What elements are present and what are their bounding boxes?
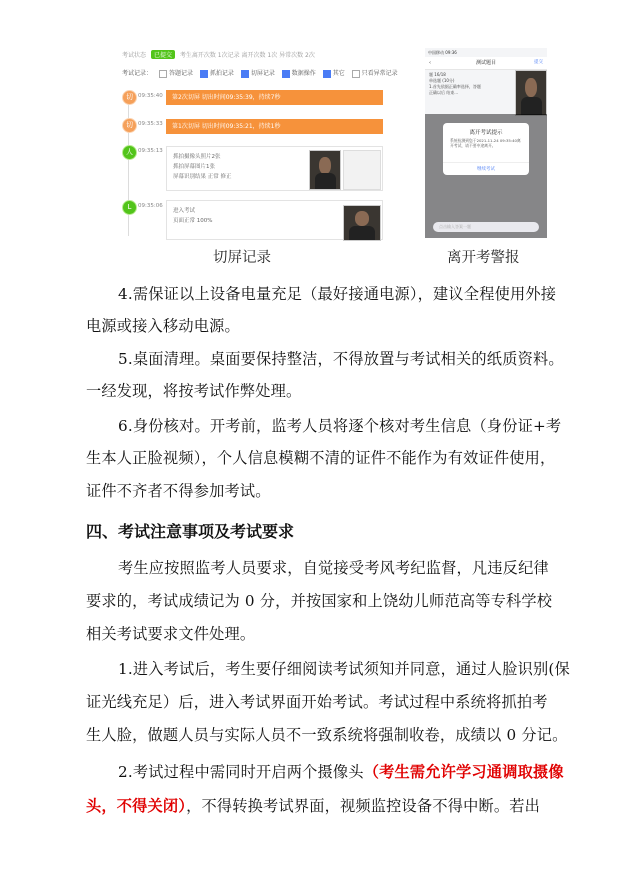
camera-preview (515, 70, 547, 116)
back-icon[interactable]: ‹ (429, 60, 431, 66)
filter-label: 抓拍记录 (209, 70, 234, 77)
checkbox-answer-record[interactable] (159, 70, 167, 78)
switch-event-bar: 第2次切屏 切出时间09:35:39，持续7秒 (166, 90, 383, 105)
capture-icon: 人 (122, 145, 137, 160)
paragraph-line: 1.进入考试后，考生要仔细阅读考试须知并同意，通过人脸识别(保 (118, 660, 570, 678)
record-filters (122, 68, 398, 80)
login-icon: L (122, 200, 137, 215)
rule2-emphasis: 头，不得关闭） (86, 797, 187, 815)
filter-label: 其它 (332, 70, 345, 77)
paragraph-line: 证光线充足）后，进入考试界面开始考试。考试过程中系统将抓拍考 (86, 693, 548, 711)
content-line: 单选题 (10分) (429, 78, 455, 83)
switch-screen-icon: 切 (122, 118, 137, 133)
card-line: 页面正常 100% (173, 218, 213, 224)
dialog-message: 系统检测到您于2021-11-24 09:35:40离开考试，请不要中途离开。 (450, 138, 521, 149)
event-time: 09:35:40 (138, 93, 163, 99)
paragraph-line: 要求的，考试成绩记为 0 分，并按国家和上饶幼儿师范高等专科学校 (86, 592, 553, 610)
enter-exam-card (166, 200, 383, 240)
exam-status-header (122, 50, 382, 62)
paragraph-line (86, 795, 540, 816)
filter-label: 数据操作 (291, 70, 316, 77)
timeline-line (128, 96, 129, 236)
paragraph-line: 生人脸，做题人员与实际人员不一致系统将强制收卷，成绩以 0 分记。 (86, 726, 568, 744)
capture-event-card (166, 146, 383, 191)
rule2-text: 2.考试过程中需同时开启两个摄像头 (118, 763, 364, 781)
event-time: 09:35:33 (138, 121, 163, 127)
camera-snapshot-image[interactable] (309, 150, 341, 190)
switch-screen-record-screenshot (110, 48, 398, 238)
filter-label: 只看异常记录 (361, 70, 398, 77)
header-stats: 考生离开次数 1次记录 离开次数 1次 异常次数 2次 (179, 52, 315, 59)
paragraph-line: 证件不齐者不得参加考试。 (86, 482, 271, 500)
submit-button[interactable]: 提交 (534, 60, 543, 65)
status-bar: 中国移动 09:36 (428, 50, 457, 55)
rule2-text: ，不得转换考试界面，视频监控设备不得中断。若出 (186, 797, 541, 815)
card-line: 抓拍摄像头照片2张 (173, 154, 221, 160)
question-content (429, 72, 517, 96)
filters-label: 考试记录： (122, 70, 153, 77)
leave-exam-dialog (443, 123, 529, 175)
face-verify-image[interactable] (343, 205, 381, 241)
leave-exam-alert-screenshot (425, 48, 547, 238)
status-badge: 已提交 (151, 50, 175, 59)
content-line: 正确以后 结束... (429, 90, 459, 95)
answer-input[interactable]: 点击输入答案一题 (433, 222, 539, 232)
content-line: 题 16/18 (429, 72, 446, 77)
content-line: 1.首先依据正确率选择，答题 (429, 84, 481, 89)
section-heading: 四、考试注意事项及考试要求 (86, 522, 295, 541)
checkbox-only-abnormal[interactable] (352, 70, 360, 78)
filter-label: 答题记录 (168, 70, 193, 77)
switch-screen-icon: 切 (122, 90, 137, 105)
paragraph-line: 4.需保证以上设备电量充足（最好接通电源），建议全程使用外接 (118, 285, 557, 303)
event-time: 09:35:13 (138, 148, 163, 154)
header-text: 考试状态 (122, 52, 147, 59)
checkbox-capture-record[interactable] (200, 70, 208, 78)
card-line: 进入考试 (173, 208, 196, 214)
event-time: 09:35:06 (138, 203, 163, 209)
paragraph-line: 电源或接入移动电源。 (86, 317, 240, 335)
checkbox-other[interactable] (323, 70, 331, 78)
screen-snapshot-image[interactable] (343, 150, 381, 190)
checkbox-switch-record[interactable] (241, 70, 249, 78)
checkbox-data-operation[interactable] (282, 70, 290, 78)
paragraph-line: 生本人正脸视频），个人信息模糊不清的证件不能作为有效证件使用， (86, 449, 556, 467)
rule2-emphasis: （考生需允许学习通调取摄像 (363, 763, 564, 781)
continue-exam-button[interactable]: 继续考试 (443, 162, 529, 172)
paragraph-line: 5.桌面清理。桌面要保持整洁，不得放置与考试相关的纸质资料。 (118, 350, 564, 368)
nav-bar (425, 57, 547, 70)
caption-left: 切屏记录 (213, 250, 271, 266)
dialog-title: 离开考试提示 (469, 130, 503, 136)
paragraph-line (118, 761, 564, 782)
card-line: 屏幕识别结果 正常 修正 (173, 174, 232, 180)
switch-event-bar: 第1次切屏 切出时间09:35:21，持续1秒 (166, 119, 383, 134)
caption-right: 离开考警报 (447, 250, 520, 266)
paragraph-line: 6.身份核对。开考前，监考人员将逐个核对考生信息（身份证+考 (118, 417, 562, 435)
filter-label: 切屏记录 (250, 70, 275, 77)
card-line: 抓拍屏幕图片1张 (173, 164, 215, 170)
nav-title: 测试题目 (475, 60, 496, 66)
paragraph-line: 一经发现，将按考试作弊处理。 (86, 382, 302, 400)
paragraph-line: 考生应按照监考人员要求，自觉接受考风考纪监督，凡违反纪律 (118, 559, 549, 577)
paragraph-line: 相关考试要求文件处理。 (86, 625, 256, 643)
